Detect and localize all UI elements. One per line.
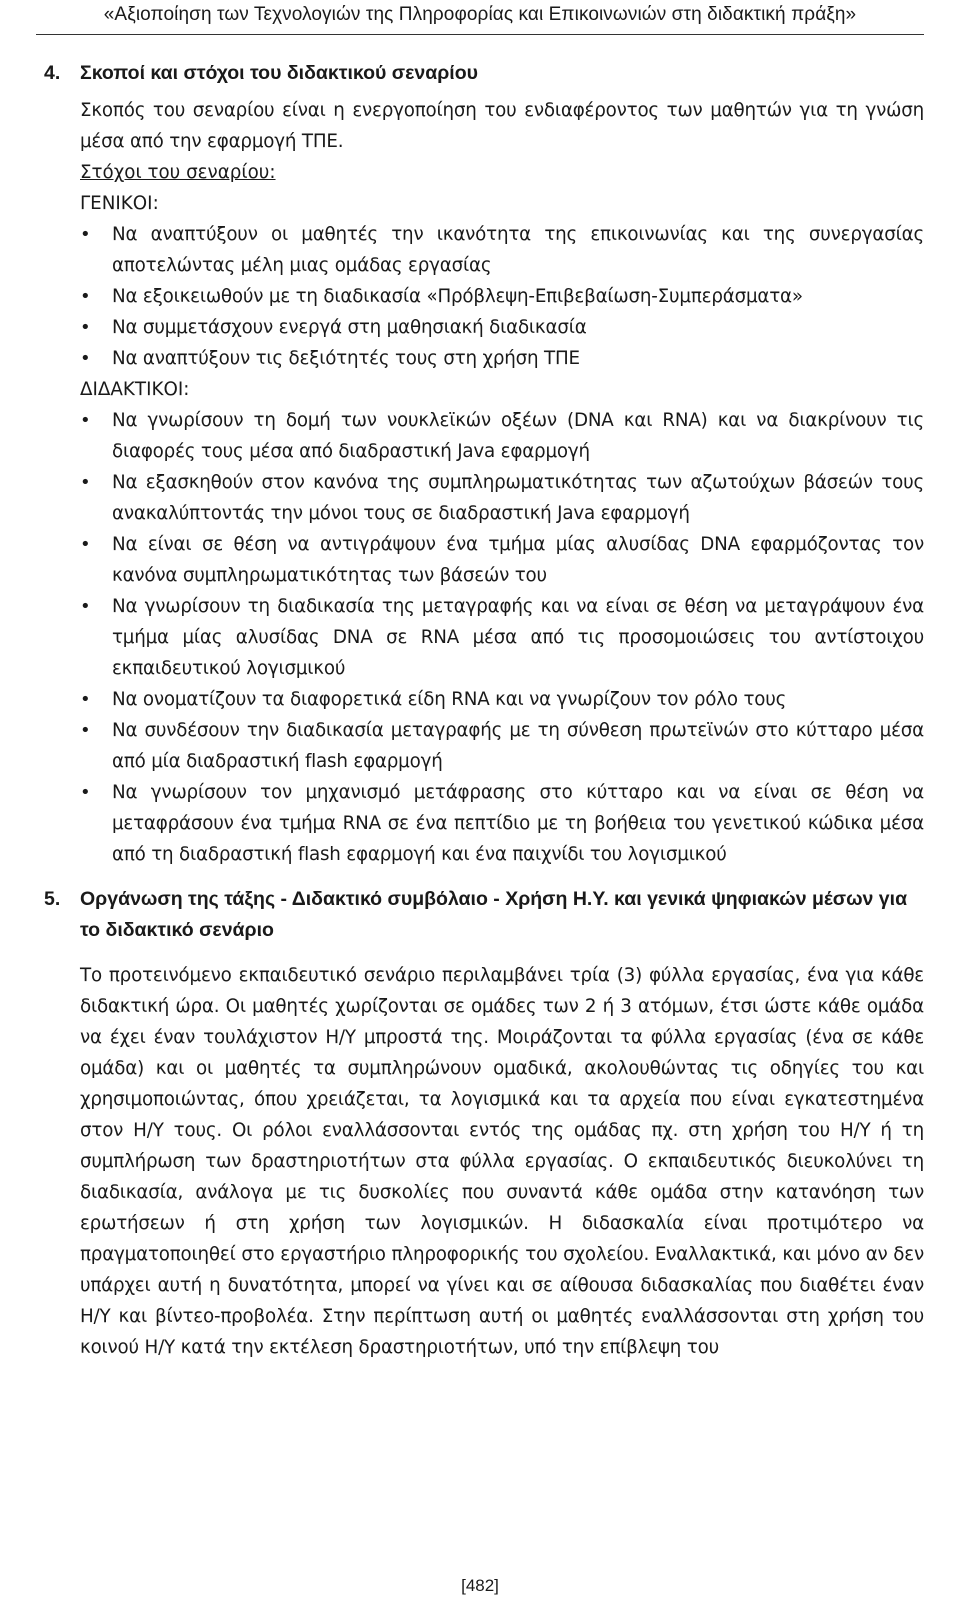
header-title: «Αξιοποίηση των Τεχνολογιών της Πληροφορίας και Επικοινωνιών στη διδακτική πράξη» [103, 4, 857, 25]
section-4-heading [44, 58, 924, 89]
bullet-icon: • [80, 286, 91, 307]
bullet-icon: • [80, 224, 91, 245]
list-item: • Να ονοματίζουν τα διαφορετικά είδη RNA και να γνωρίζουν τον ρόλο τους [80, 684, 924, 715]
list-item: • Να αναπτύξουν οι μαθητές την ικανότητα της επικοινωνίας και της συνεργασίας αποτελώντας μέλη μιας ομάδας εργασίας [80, 219, 924, 281]
bullet-icon: • [80, 348, 91, 369]
section-4-content [80, 95, 924, 219]
list-item: • Να γνωρίσουν τη διαδικασία της μεταγραφής και να είναι σε θέση να μεταγράψουν ένα τμήμα μίας αλυσίδας DNA σε RNA μέσα από τις προσομοιώσεις του αντίστοιχου εκπαιδευτικού λογισμικού [80, 591, 924, 684]
goals-label: Στόχοι του σεναρίου: [80, 162, 276, 183]
bullet-icon: • [80, 782, 91, 803]
bullet-icon: • [80, 472, 91, 493]
bullet-icon: • [80, 317, 91, 338]
bullet-icon: • [80, 720, 91, 741]
section-5-body: Το προτεινόμενο εκπαιδευτικό σενάριο περιλαμβάνει τρία (3) φύλλα εργασίας, ένα για κάθε διδακτική ώρα. Οι μαθητές χωρίζονται σε ομάδες των 2 ή 3 ατόμων, έτσι ώστε κάθε ομάδα να έχει έναν τουλάχιστον Η/Υ μπροστά της. Μοιράζονται τα φύλλα εργασίας (ένα σε κάθε ομάδα) και οι μαθητές τα συμπληρώνουν ομαδικά, ακολουθώντας τις οδηγίες του και χρησιμοποιώντας, όπου χρειάζεται, τα λογισμικά και τα αρχεία που είναι εγκατεστημένα στον Η/Υ τους. Οι ρόλοι εναλλάσσονται εντός της ομάδας πχ. στη χρήση του Η/Υ ή τη συμπλήρωση των δραστηριοτήτων στα φύλλα εργασίας. Ο εκπαιδευτικός διευκολύνει τη διαδικασία, ανάλογα με τις δυσκολίες που συναντά κάθε ομάδα στην κατανόηση των ερωτήσεων ή στη χρήση των λογισμικών. Η διδασκαλία είναι προτιμότερο να πραγματοποιηθεί στο εργαστήριο πληροφορικής του σχολείου. Εναλλακτικά, και μόνο αν δεν υπάρχει αυτή η δυνατότητα, μπορεί να γίνει και σε αίθουσα διδασκαλίας που διαθέτει έναν Η/Υ και βίντεο-προβολέα. Στην περίπτωση αυτή οι μαθητές εναλλάσσονται στη χρήση του κοινού Η/Υ κατά την εκτέλεση δραστηριοτήτων, υπό την επίβλεψη του [80, 965, 924, 1358]
didactic-goals-list [80, 405, 924, 870]
page-header [0, 4, 960, 26]
header-divider [36, 34, 924, 35]
purpose-paragraph: Σκοπός του σεναρίου είναι η ενεργοποίηση του ενδιαφέροντος των μαθητών για τη γνώση μέσα από την εφαρμογή ΤΠΕ. [80, 100, 924, 152]
section-5-number: 5. [44, 888, 61, 910]
list-item: • Να συνδέσουν την διαδικασία μεταγραφής με τη σύνθεση πρωτεϊνών στο κύτταρο μέσα από μία διαδραστική flash εφαρμογή [80, 715, 924, 777]
general-goals-list [80, 219, 924, 374]
bullet-icon: • [80, 596, 91, 617]
bullet-icon: • [80, 689, 91, 710]
general-goals-label: ΓΕΝΙΚΟΙ: [80, 193, 159, 214]
didactic-goals-label: ΔΙΔΑΚΤΙΚΟΙ: [80, 379, 190, 400]
section-4-title: Σκοποί και στόχοι του διδακτικού σεναρίου [80, 62, 478, 84]
list-item: • Να εξασκηθούν στον κανόνα της συμπληρωματικότητας των αζωτούχων βάσεών τους ανακαλύπτοντάς την μόνοι τους σε διαδραστική Java εφαρμογή [80, 467, 924, 529]
list-item: • Να αναπτύξουν τις δεξιότητές τους στη χρήση ΤΠΕ [80, 343, 924, 374]
list-item: • Να γνωρίσουν τη δομή των νουκλεϊκών οξέων (DNA και RNA) και να διακρίνουν τις διαφορές τους μέσα από διαδραστική Java εφαρμογή [80, 405, 924, 467]
document-body [44, 58, 924, 1363]
page-number: [482] [461, 1576, 499, 1595]
list-item: • Να γνωρίσουν τον μηχανισμό μετάφρασης στο κύτταρο και να είναι σε θέση να μεταφράσουν ένα τμήμα RNA σε ένα πεπτίδιο με τη βοήθεια του γενετικού κώδικα μέσα από τη διαδραστική flash εφαρμογή και ένα παιχνίδι του λογισμικού [80, 777, 924, 870]
section-5-title: Οργάνωση της τάξης - Διδακτικό συμβόλαιο - Χρήση Η.Υ. και γενικά ψηφιακών μέσων για το διδακτικό σενάριο [80, 888, 908, 941]
list-item: • Να εξοικειωθούν με τη διαδικασία «Πρόβλεψη-Επιβεβαίωση-Συμπεράσματα» [80, 281, 924, 312]
bullet-icon: • [80, 534, 91, 555]
section-4-number: 4. [44, 62, 61, 84]
bullet-icon: • [80, 410, 91, 431]
section-5-heading [44, 884, 924, 946]
list-item: • Να συμμετάσχουν ενεργά στη μαθησιακή διαδικασία [80, 312, 924, 343]
list-item: • Να είναι σε θέση να αντιγράψουν ένα τμήμα μίας αλυσίδας DNA εφαρμόζοντας τον κανόνα συμπληρωματικότητας των βάσεών του [80, 529, 924, 591]
